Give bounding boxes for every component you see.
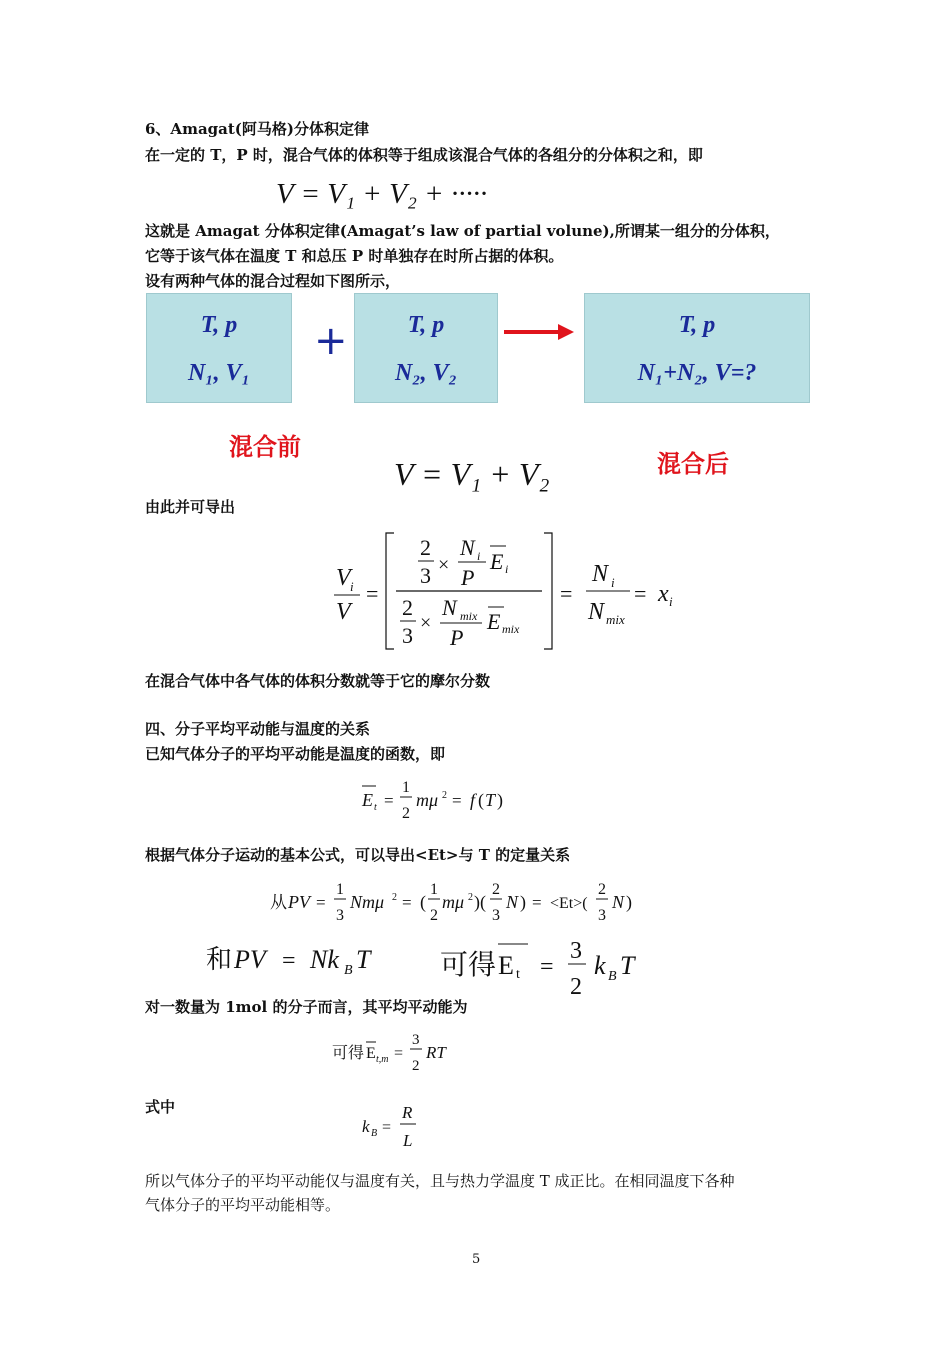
summary-line-2: 气体分子的平均平动能相等。 (145, 1196, 341, 1214)
svg-text:t: t (516, 967, 520, 982)
svg-text:f: f (470, 790, 476, 810)
box-3-line-2: N₁+N₂, V=? (637, 360, 757, 386)
equation-pv-nkt (204, 930, 664, 1000)
svg-text:): ) (497, 790, 503, 810)
svg-text:N: N (588, 599, 605, 625)
svg-text:1: 1 (430, 881, 438, 898)
svg-text:2: 2 (430, 907, 438, 924)
svg-text:3: 3 (412, 1032, 420, 1048)
svg-text:k: k (362, 1117, 370, 1136)
from-text: 从 (270, 893, 287, 912)
svg-text:N: N (612, 892, 625, 912)
svg-text:i: i (477, 549, 481, 563)
svg-text:=: = (532, 893, 542, 912)
svg-text:N: N (460, 535, 475, 560)
svg-text:x: x (658, 581, 669, 607)
box-1-line-2: N₁, V₁ (187, 360, 251, 386)
svg-text:×: × (420, 612, 432, 634)
svg-text:t: t (374, 802, 377, 813)
svg-text:<Et>(: <Et>( (550, 895, 588, 912)
equation-kb (360, 1100, 440, 1156)
svg-text:V: V (336, 599, 351, 625)
and-text: 和 (206, 945, 233, 974)
svg-text:): ) (520, 892, 526, 912)
plus-sign: + (314, 318, 348, 364)
equation-mean-energy (356, 770, 556, 826)
svg-text:mμ: mμ (416, 790, 439, 810)
equation-v-sum: V = V₁ + V₂ (394, 456, 550, 492)
svg-text:mμ: mμ (442, 892, 465, 912)
svg-text:): ) (626, 892, 632, 912)
svg-text:E: E (366, 1045, 376, 1062)
box-3-line-1: T, p (678, 312, 716, 338)
svg-text:V: V (336, 565, 351, 591)
after-mix-label: 混合后 (657, 450, 729, 478)
svg-text:P: P (450, 625, 464, 650)
state-box-mixture (584, 293, 810, 403)
svg-text:N: N (592, 561, 609, 587)
svg-text:Nk: Nk (310, 945, 339, 974)
before-mix-label: 混合前 (229, 433, 301, 461)
svg-text:=: = (316, 893, 326, 912)
svg-text:×: × (438, 554, 450, 576)
svg-text:mix: mix (502, 622, 520, 636)
svg-text:3: 3 (402, 623, 413, 648)
svg-text:2: 2 (402, 595, 413, 620)
svg-text:B: B (608, 969, 617, 984)
svg-text:t,m: t,m (376, 1054, 389, 1065)
svg-text:2: 2 (598, 881, 606, 898)
svg-text:=: = (282, 948, 296, 974)
svg-text:RT: RT (426, 1043, 446, 1062)
svg-text:3: 3 (492, 907, 500, 924)
equation-molar-energy (332, 1024, 492, 1080)
svg-text:E: E (490, 549, 504, 574)
svg-text:PV: PV (288, 892, 310, 912)
svg-text:T: T (620, 951, 635, 980)
box-2-line-2: N₂, V₂ (394, 360, 458, 386)
svg-text:3: 3 (570, 938, 582, 964)
summary-line-1: 所以气体分子的平均平动能仅与温度有关，且与热力学温度 T 成正比。在相同温度下各种 (145, 1172, 735, 1190)
definition-line-1: 这就是 Amagat 分体积定律(Amagat’s law of partial volune),所谓某一组分的分体积， (145, 222, 780, 240)
svg-text:2: 2 (412, 1058, 420, 1074)
svg-text:)(: )( (474, 892, 486, 912)
derive-lead: 由此并可导出 (145, 498, 236, 516)
svg-text:=: = (452, 791, 462, 810)
where-label: 式中 (145, 1098, 176, 1116)
svg-text:1: 1 (336, 881, 344, 898)
svg-text:=: = (634, 581, 647, 606)
svg-text:3: 3 (336, 907, 344, 924)
svg-text:=: = (540, 954, 554, 980)
svg-text:=: = (394, 1045, 404, 1062)
intro-text: 在一定的 T，P 时，混合气体的体积等于组成该混合气体的各组分的分体积之和，即 (145, 146, 703, 164)
svg-text:2: 2 (442, 790, 447, 801)
box-2-line-1: T, p (407, 312, 445, 338)
svg-text:2: 2 (402, 805, 410, 822)
svg-text:E: E (487, 609, 501, 634)
equation-volume-sum: V = V₁ + V₂ + ····· (276, 178, 488, 210)
svg-text:k: k (594, 951, 606, 980)
svg-text:3: 3 (598, 907, 606, 924)
svg-text:N: N (506, 892, 519, 912)
svg-text:R: R (402, 1103, 413, 1122)
svg-text:P: P (461, 565, 475, 590)
get-text-small: 可得 (332, 1045, 365, 1062)
process-intro: 设有两种气体的混合过程如下图所示， (145, 272, 401, 290)
svg-text:(: ( (420, 892, 426, 912)
svg-text:=: = (366, 581, 379, 606)
page-number: 5 (472, 1252, 481, 1267)
svg-text:i: i (669, 594, 673, 609)
svg-text:T: T (356, 945, 371, 974)
svg-text:=: = (382, 1119, 392, 1136)
svg-text:2: 2 (392, 892, 397, 903)
equation-pv-derivation (270, 870, 670, 930)
svg-text:2: 2 (570, 974, 582, 1000)
state-box-gas-1 (146, 293, 292, 403)
conclusion-text: 在混合气体中各气体的体积分数就等于它的摩尔分数 (145, 672, 491, 690)
svg-text:2: 2 (492, 881, 500, 898)
section-4-heading: 四、分子平均平动能与温度的关系 (145, 720, 371, 738)
arrow-icon (500, 320, 580, 344)
section-4-intro: 已知气体分子的平均平动能是温度的函数，即 (145, 745, 446, 763)
svg-text:(: ( (478, 790, 484, 810)
svg-text:3: 3 (420, 563, 431, 588)
svg-text:B: B (344, 963, 353, 978)
equation-volume-fraction (330, 525, 690, 655)
svg-text:i: i (611, 575, 615, 590)
basic-formula-lead: 根据气体分子运动的基本公式，可以导出<Et>与 T 的定量关系 (145, 846, 571, 864)
mol-lead: 对一数量为 1mol 的分子而言，其平均平动能为 (145, 998, 468, 1016)
svg-text:E: E (362, 790, 373, 810)
svg-text:i: i (350, 579, 354, 594)
svg-text:1: 1 (402, 779, 410, 796)
svg-text:2: 2 (468, 892, 473, 903)
svg-text:N: N (442, 595, 457, 620)
svg-text:=: = (560, 581, 573, 606)
get-text: 可得 (440, 950, 497, 981)
svg-text:L: L (403, 1131, 413, 1150)
svg-text:mix: mix (460, 609, 478, 623)
svg-text:B: B (371, 1128, 378, 1139)
svg-text:2: 2 (420, 535, 431, 560)
svg-text:i: i (505, 562, 509, 576)
state-box-gas-2 (354, 293, 498, 403)
section-heading: 6、Amagat(阿马格)分体积定律 (145, 120, 369, 138)
box-1-line-1: T, p (200, 312, 238, 338)
svg-text:=: = (402, 893, 412, 912)
svg-text:E: E (498, 951, 514, 980)
definition-line-2: 它等于该气体在温度 T 和总压 P 时单独存在时所占据的体积。 (145, 247, 564, 265)
svg-text:PV: PV (234, 945, 266, 974)
svg-text:T: T (485, 790, 496, 810)
svg-text:=: = (384, 791, 394, 810)
svg-text:Nmμ: Nmμ (350, 892, 385, 912)
svg-text:mix: mix (606, 612, 625, 627)
